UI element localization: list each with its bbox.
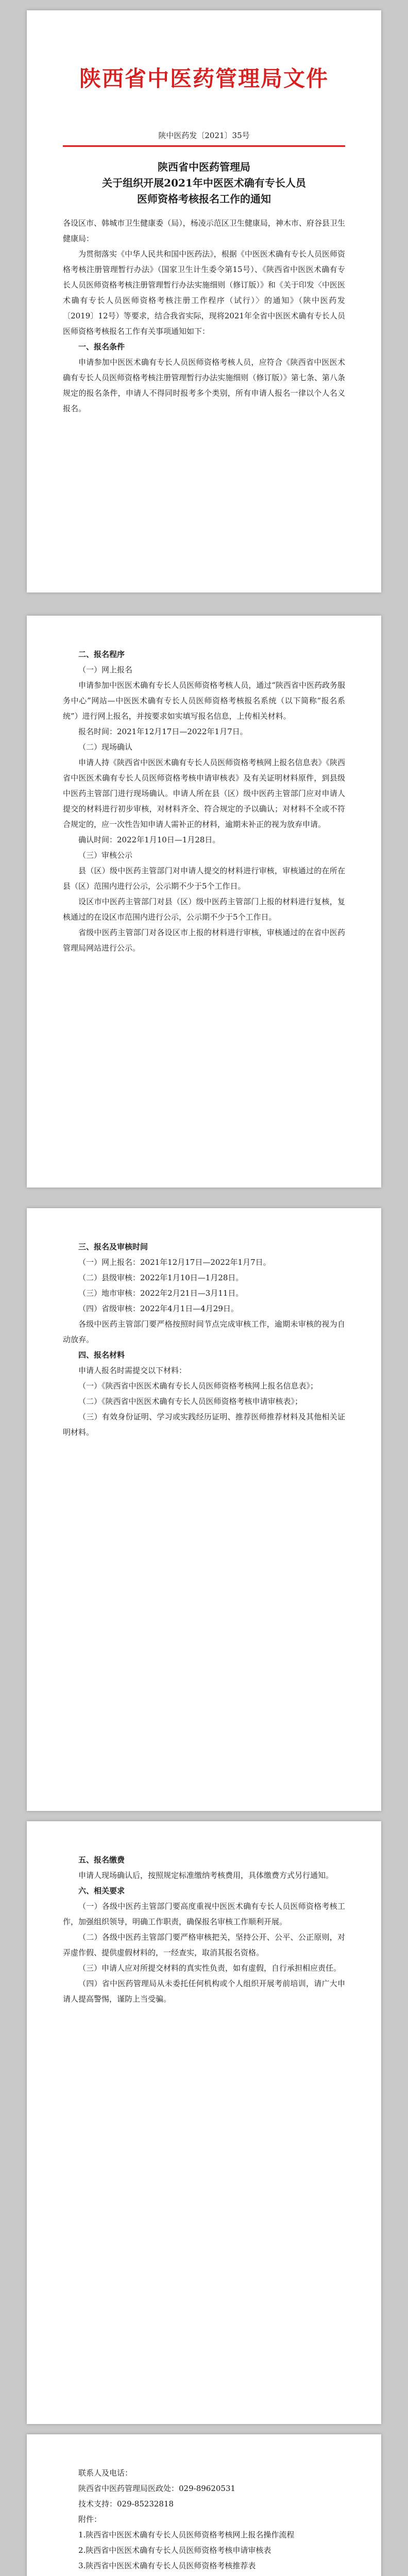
document-masthead: 陕西省中医药管理局文件 [79, 66, 329, 91]
section-6-paragraph-3: （三）申请人应对所提交材料的真实性负责，如有虚假，自行承担相应责任。 [78, 1963, 342, 1973]
section-4-paragraph-2: （一）《陕西省中医医术确有专长人员医师资格考核网上报名信息表》； [78, 1381, 318, 1391]
section-3-paragraph-3: （三）地市审核：2022年2月21日—3月11日。 [78, 1289, 244, 1298]
section-3-heading: 三、报名及审核时间 [78, 1242, 148, 1251]
section-2-sub-3: （三）审核公示 [78, 851, 133, 860]
section-6-heading: 六、相关要求 [78, 1886, 125, 1895]
section-2-paragraph-3: 申请人持《陕西省中医医术确有专长人员医师资格考核网上报名信息表》《陕西省中医医术确有专长人员医师资格考核申请审核表》及有关证明材料原件，到县级中医药主管部门进行现场确认。申请人所在县（区）级中医药主管部门应对申请人提交的材料进行初步审核，对材料齐全、符合规定的予以确认；对材料不全或不符合规定的，应一次性告知申请人需补正的材料，逾期未补正的视为放弃申请。 [63, 758, 345, 829]
section-5-paragraph-1: 申请人现场确认后，按照规定标准缴纳考核费用，具体缴费方式另行通知。 [78, 1871, 334, 1880]
title-line-3: 医师资格考核报名工作的通知 [137, 193, 271, 205]
section-2-sub-1: （一）网上报名 [78, 665, 133, 674]
section-2-heading: 二、报名程序 [78, 650, 125, 659]
contacts-line-2: 技术支持：029-85232818 [78, 2499, 174, 2509]
page-5 [27, 2434, 381, 2576]
section-6-paragraph-1: （一）各级中医药主管部门要高度重视中医医术确有专长人员医师资格考核工作，加强组织领导，明确工作职责，确保报名审核工作顺利开展。 [63, 1902, 345, 1926]
section-1-paragraph: 申请参加中医医术确有专长人员医师资格考核人员，应符合《陕西省中医医术确有专长人员医师资格考核注册管理暂行办法实施细则（修订版）》第七条、第八条规定的报名条件，申请人不得同时报考多个类别，所有申请人报名一律以个人名义报名。 [63, 358, 345, 413]
section-6-paragraph-2: （二）各级中医药主管部门要严格审核把关，坚持公开、公平、公正原则，对弄虚作假、提供虚假材料的，一经查实，取消其报名资格。 [63, 1933, 345, 1957]
attachment-item: 1.陕西省中医医术确有专长人员医师资格考核网上报名操作流程 [78, 2530, 295, 2539]
section-2-paragraph-5: 县（区）级中医药主管部门对申请人提交的材料进行审核，审核通过的在所在县（区）范围内进行公示，公示期不少于5个工作日。 [63, 866, 345, 891]
attachments-heading: 附件： [78, 2515, 102, 2524]
attachment-item: 3.陕西省中医医术确有专长人员医师资格考核推荐表 [78, 2561, 256, 2570]
section-4-paragraph-1: 申请人报名时需提交以下材料： [78, 1366, 187, 1375]
red-divider [63, 145, 345, 147]
contacts-line-1: 陕西省中医药管理局医政处：029-89620531 [78, 2484, 236, 2493]
section-4-paragraph-4: （三）有效身份证明、学习或实践经历证明、推荐医师推荐材料及其他相关证明材料。 [63, 1412, 345, 1437]
section-4-paragraph-3: （二）《陕西省中医医术确有专长人员医师资格考核申请审核表》； [78, 1397, 303, 1406]
section-3-paragraph-5: 各级中医药主管部门要严格按照时间节点完成审核工作，逾期未审核的视为自动放弃。 [63, 1319, 345, 1344]
section-4-heading: 四、报名材料 [78, 1350, 125, 1360]
section-1-heading: 一、报名条件 [78, 342, 125, 351]
page-4 [27, 1821, 381, 2424]
section-3-paragraph-4: （四）省级审核：2022年4月1日—4月29日。 [78, 1304, 239, 1313]
section-2-paragraph-7: 省级中医药主管部门对各设区市上报的材料进行审核，审核通过的在省中医药管理局网站进行公示。 [63, 928, 345, 953]
section-2-sub-2: （二）现场确认 [78, 742, 133, 752]
attachment-item: 2.陕西省中医医术确有专长人员医师资格考核申请审核表 [78, 2546, 271, 2555]
section-6-paragraph-4: （四）省中医药管理局从未委托任何机构或个人组织开展考前培训，请广大申请人提高警惕，谨防上当受骗。 [63, 1979, 345, 2004]
section-3-paragraph-1: （一）网上报名：2021年12月17日—2022年1月7日。 [78, 1258, 271, 1267]
section-2-paragraph-6: 设区市中医药主管部门对县（区）级中医药主管部门上报的材料进行复核，复核通过的在设区市范围内进行公示，公示期不少于5个工作日。 [63, 897, 345, 922]
section-2-paragraph-2: 报名时间：2021年12月17日—2022年1月7日。 [78, 727, 248, 736]
title-line-1: 陕西省中医药管理局 [158, 161, 250, 173]
addressees: 各设区市、韩城市卫生健康委（局），杨凌示范区卫生健康局，神木市、府谷县卫生健康局： [63, 218, 345, 243]
intro-paragraph: 为贯彻落实《中华人民共和国中医药法》，根据《中医医术确有专长人员医师资格考核注册管理暂行办法》（国家卫生计生委令第15号）、《陕西省中医医术确有专长人员医师资格考核注册管理暂行办法实施细则（修订版）》和《关于印发〈中医医术确有专长人员医师资格考核注册工作程序（试行）〉的通知》（陕中医药发〔2019〕12号）等要求，结合我省实际，现将2021年全省中医医术确有专长人员医师资格考核报名工作有关事项通知如下： [63, 249, 345, 336]
section-2-paragraph-4: 确认时间：2022年1月10日—1月28日。 [78, 835, 220, 844]
section-5-heading: 五、报名缴费 [78, 1855, 125, 1865]
page-1 [27, 10, 381, 592]
page-2 [27, 616, 381, 1188]
page-3 [27, 1208, 381, 1811]
section-3-paragraph-2: （二）县级审核：2022年1月10日—1月28日。 [78, 1273, 244, 1282]
title-line-2: 关于组织开展2021年中医医术确有专长人员 [102, 177, 306, 189]
document-number: 陕中医药发〔2021〕35号 [158, 131, 250, 140]
contacts-heading: 联系人及电话： [78, 2468, 133, 2478]
document-title [63, 159, 345, 207]
section-2-paragraph-1: 申请参加中医医术确有专长人员医师资格考核人员，通过“陕西省中医药政务服务中心”网站—中医医术确有专长人员医师资格考核报名系统（以下简称“报名系统”）进行网上报名，并按要求如实填写报名信息，上传相关材料。 [63, 681, 345, 721]
